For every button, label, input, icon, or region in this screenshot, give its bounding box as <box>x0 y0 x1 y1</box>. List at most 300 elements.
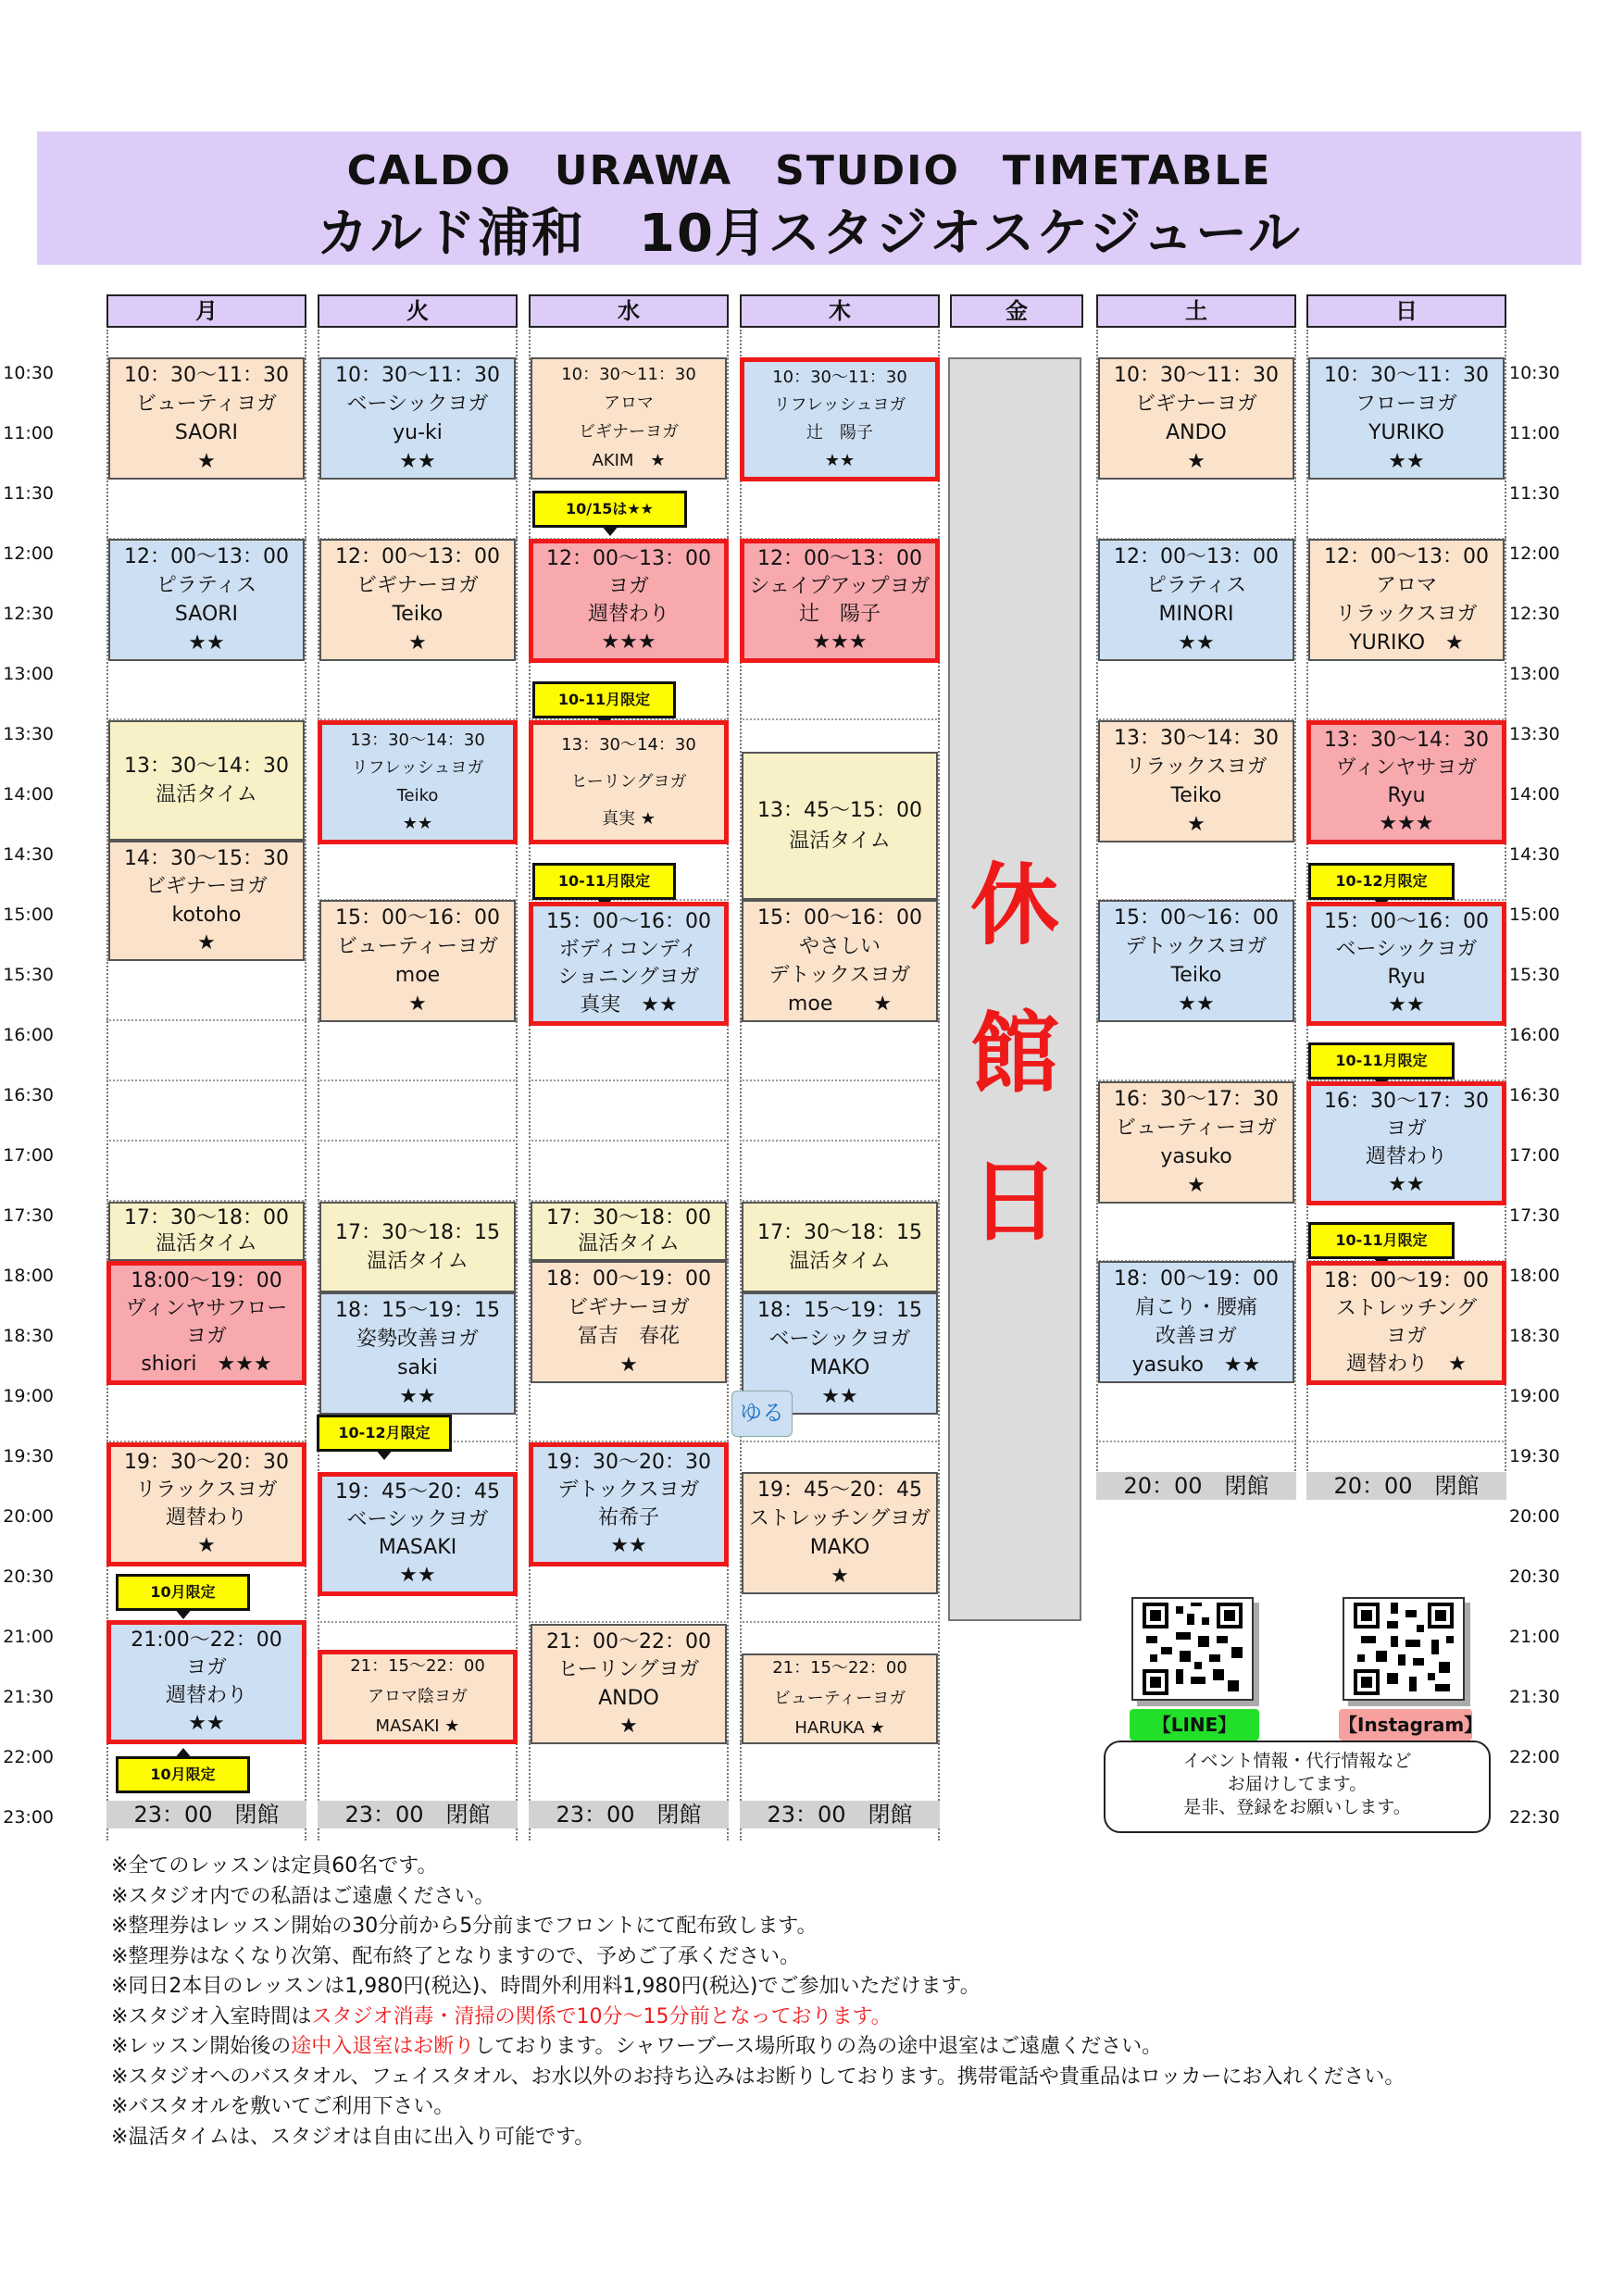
time-label: 19:00 <box>1509 1386 1560 1406</box>
time-label: 21:30 <box>1509 1687 1560 1707</box>
lesson-time: 16：30～17：30 <box>1114 1087 1279 1111</box>
lesson-name: ヴィンヤサフロー <box>125 1297 288 1321</box>
grid-line <box>740 718 940 720</box>
lesson-thu-1945[interactable] <box>742 1472 938 1594</box>
grid-line <box>529 1079 729 1081</box>
lesson-tue-1815[interactable] <box>319 1292 516 1415</box>
time-label: 14:00 <box>3 784 54 805</box>
lesson-teacher: MAKO <box>809 1535 870 1559</box>
grid-line <box>740 1621 940 1623</box>
note: ※バスタオルを敷いてご利用下さい。 <box>111 2095 455 2118</box>
lesson-teacher: 真実 ★★ <box>580 993 678 1017</box>
lesson-level: ★★★ <box>601 630 656 655</box>
lesson-time: 19：30～20：30 <box>124 1451 289 1475</box>
lesson-wed-1730[interactable] <box>531 1202 727 1261</box>
lesson-time: 13：30～14：30 <box>124 754 289 778</box>
line-label[interactable]: 【LINE】 <box>1130 1709 1259 1741</box>
lesson-name: ストレッチング <box>1335 1297 1478 1321</box>
lesson-name: ヨガ <box>185 1656 227 1680</box>
time-label: 15:30 <box>1509 965 1560 985</box>
lesson-mon-1930[interactable] <box>106 1442 306 1566</box>
day-header-fri: 金 <box>950 294 1083 328</box>
lesson-thu-2115[interactable] <box>742 1653 938 1744</box>
lesson-time: 16：30～17：30 <box>1324 1090 1489 1114</box>
lesson-level: ★ <box>197 931 216 955</box>
lesson-name: ベーシックヨガ <box>768 1327 911 1351</box>
lesson-teacher: Teiko <box>396 785 439 805</box>
lesson-name: 姿勢改善ヨガ <box>356 1327 479 1351</box>
note-text: ※スタジオ入室時間は <box>111 2004 312 2028</box>
time-label: 22:00 <box>1509 1747 1560 1767</box>
lesson-name: アロマ陰ヨガ <box>368 1686 468 1706</box>
note: ※温活タイムは、スタジオは自由に出入り可能です。 <box>111 2125 595 2149</box>
lesson-time: 17：30～18：00 <box>546 1206 711 1230</box>
note: ※全てのレッスンは定員60名です。 <box>111 1854 438 1878</box>
day-header-thu: 木 <box>740 294 940 328</box>
time-label: 13:00 <box>3 664 54 684</box>
lesson-time: 10：30～11：30 <box>772 367 907 387</box>
lesson-tue-1200[interactable] <box>319 539 516 661</box>
lesson-teacher: ANDO <box>598 1686 659 1710</box>
time-label: 12:00 <box>3 543 54 564</box>
grid-line <box>318 1621 518 1623</box>
day-header-tue: 火 <box>318 294 518 328</box>
day-header-sun: 日 <box>1306 294 1506 328</box>
grid-line <box>740 1441 940 1442</box>
lesson-name: ヨガ <box>1385 1325 1427 1349</box>
time-label: 18:00 <box>3 1266 54 1286</box>
lesson-name: 温活タイム <box>789 830 891 853</box>
lesson-thu-1730[interactable] <box>742 1202 938 1292</box>
time-label: 21:00 <box>1509 1627 1560 1647</box>
lesson-level: ★★ <box>1388 449 1425 473</box>
lesson-name: ストレッチングヨガ <box>748 1506 931 1530</box>
lesson-time: 19：45～20：45 <box>757 1478 922 1502</box>
lesson-time: 12：00～13：00 <box>546 547 711 571</box>
lesson-name: ヴィンヤサヨガ <box>1335 756 1478 780</box>
time-label: 15:00 <box>3 905 54 925</box>
lesson-time: 19：30～20：30 <box>546 1451 711 1475</box>
lesson-teacher: 辻 陽子 <box>798 603 881 627</box>
lesson-time: 10：30～11：30 <box>1324 363 1489 387</box>
lesson-tue-1030[interactable] <box>319 357 516 480</box>
lesson-time: 17：30～18：15 <box>335 1220 500 1244</box>
lesson-teacher: 週替わり <box>587 603 669 627</box>
lesson-level: ★★ <box>610 1534 647 1558</box>
lesson-time: 12：00～13：00 <box>1324 544 1489 568</box>
lesson-name: リラックスヨガ <box>1125 755 1268 779</box>
limited-tag: 10-11月限定 <box>532 863 676 900</box>
lesson-time: 14：30～15：30 <box>124 846 289 870</box>
lesson-name: ビギナーヨガ <box>144 875 268 899</box>
note <box>111 2032 1611 2063</box>
instagram-qr-code[interactable] <box>1343 1597 1465 1701</box>
yuru-badge: ゆる <box>731 1391 793 1437</box>
lesson-name: 肩こり・腰痛 <box>1134 1295 1257 1319</box>
time-label: 10:30 <box>1509 363 1560 383</box>
grid-line <box>529 1621 729 1623</box>
time-label: 15:30 <box>3 965 54 985</box>
lesson-wed-1200[interactable] <box>529 539 729 663</box>
time-label: 23:00 <box>3 1807 54 1828</box>
lesson-name: ビューティヨガ <box>135 392 278 416</box>
grid-line <box>740 1140 940 1142</box>
lesson-level: ★★ <box>824 450 856 470</box>
lesson-name: 温活タイム <box>156 1232 257 1256</box>
time-label: 11:00 <box>3 423 54 443</box>
lesson-time: 13：30～14：30 <box>1114 726 1279 750</box>
lesson-name: ビギナーヨガ <box>356 573 479 597</box>
lesson-thu-1200[interactable] <box>740 539 940 663</box>
day-header-mon: 月 <box>106 294 306 328</box>
lesson-time: 13：30～14：30 <box>350 730 485 750</box>
lesson-teacher: Ryu <box>1387 966 1426 990</box>
header-banner <box>37 131 1581 265</box>
lesson-teacher: SAORI <box>174 420 239 444</box>
lesson-teacher: ANDO <box>1166 420 1227 444</box>
note: ※スタジオ内での私語はご遠慮ください。 <box>111 1884 495 1908</box>
lesson-teacher: Teiko <box>1170 783 1222 807</box>
limited-tag: 10月限定 <box>116 1574 250 1611</box>
title-ja: カルド浦和 10月スタジオスケジュール <box>316 204 1302 264</box>
lesson-name: リフレッシュヨガ <box>351 757 484 778</box>
lesson-name: ビギナーヨガ <box>1134 392 1257 416</box>
friday-closed-panel <box>948 357 1081 1621</box>
lesson-name: アロマ <box>604 393 654 414</box>
time-label: 16:00 <box>3 1025 54 1045</box>
lesson-name: アロマ <box>1375 573 1437 597</box>
limited-tag: 10-12月限定 <box>317 1415 452 1452</box>
lesson-name: ヨガ <box>607 575 649 599</box>
lesson-name: ヨガ <box>185 1325 227 1349</box>
lesson-tue-1500[interactable] <box>319 900 516 1022</box>
lesson-mon-1200[interactable] <box>108 539 305 661</box>
lesson-time: 10：30～11：30 <box>561 365 696 385</box>
lesson-teacher: 週替わり <box>1365 1145 1447 1169</box>
lesson-level: AKIM ★ <box>592 451 666 471</box>
lesson-level: ★ <box>619 1353 638 1377</box>
lesson-name: フローヨガ <box>1355 392 1457 416</box>
lesson-time: 19：45～20：45 <box>335 1480 500 1504</box>
lesson-name: 温活タイム <box>156 783 257 806</box>
grid-line <box>106 1140 306 1142</box>
lesson-sat-1200[interactable] <box>1098 539 1294 661</box>
lesson-teacher: MASAKI ★ <box>375 1716 460 1737</box>
lesson-name: やさしい <box>798 934 881 958</box>
lesson-name: デトックスヨガ <box>768 963 911 987</box>
instagram-label[interactable]: 【Instagram】 <box>1339 1709 1472 1741</box>
lesson-time: 18：00～19：00 <box>1114 1267 1279 1291</box>
lesson-level: ★ <box>197 449 216 473</box>
info-line: お届けしてます。 <box>1227 1774 1368 1794</box>
lesson-level: ★★★ <box>812 630 868 655</box>
title-en: CALDO URAWA STUDIO TIMETABLE <box>346 147 1272 194</box>
time-label: 14:30 <box>1509 844 1560 865</box>
lesson-thu-1345[interactable] <box>742 752 938 900</box>
lesson-time: 15：00～16：00 <box>546 910 711 934</box>
lesson-name: ベーシックヨガ <box>1335 938 1478 962</box>
lesson-name: リラックスヨガ <box>135 1479 278 1503</box>
lesson-wed-1930[interactable] <box>529 1442 729 1566</box>
closing-bar-wed: 23：00 閉館 <box>529 1801 729 1828</box>
closing-bar-sun: 20：00 閉館 <box>1306 1472 1506 1500</box>
note: ※スタジオへのバスタオル、フェイスタオル、お水以外のお持ち込みはお断りしております。携帯電話や貴重品はロッカーにお入れください。 <box>111 2065 1405 2089</box>
closing-bar-mon: 23：00 閉館 <box>106 1801 306 1828</box>
lesson-name: シェイプアップヨガ <box>749 575 931 599</box>
limited-tag: 10/15は★★ <box>532 491 687 528</box>
lesson-time: 13：30～14：30 <box>561 734 696 755</box>
lesson-thu-1030[interactable] <box>740 357 940 481</box>
lesson-teacher: 冨吉 春花 <box>577 1324 680 1348</box>
lesson-time: 12：00～13：00 <box>124 544 289 568</box>
grid-line <box>106 1079 306 1081</box>
lesson-sat-1030[interactable] <box>1098 357 1294 480</box>
lesson-level: ★★ <box>402 813 433 833</box>
lesson-teacher: Ryu <box>1387 784 1426 808</box>
lesson-tue-1945[interactable] <box>318 1472 518 1596</box>
info-line: 是非、登録をお願いします。 <box>1183 1797 1411 1817</box>
time-label: 18:30 <box>3 1326 54 1346</box>
note-highlight: 10分～15分前となっております。 <box>576 2004 892 2028</box>
lesson-sun-1800[interactable] <box>1306 1261 1506 1385</box>
lesson-mon-1430[interactable] <box>108 841 305 961</box>
lesson-teacher: MAKO <box>809 1355 870 1379</box>
lesson-name: 温活タイム <box>367 1250 468 1273</box>
grid-line <box>529 1140 729 1142</box>
time-label: 11:00 <box>1509 423 1560 443</box>
lesson-teacher: shiori ★★★ <box>141 1353 272 1377</box>
time-label: 21:00 <box>3 1627 54 1647</box>
lesson-name: ピラティス <box>156 573 257 597</box>
lesson-teacher: MASAKI <box>378 1536 457 1560</box>
line-qr-code[interactable] <box>1131 1597 1254 1701</box>
lesson-sun-1500[interactable] <box>1306 902 1506 1026</box>
note <box>111 2003 1611 2033</box>
lesson-teacher: moe ★ <box>787 992 893 1016</box>
time-label: 13:00 <box>1509 664 1560 684</box>
time-label: 19:30 <box>1509 1446 1560 1466</box>
lesson-level: YURIKO ★ <box>1349 630 1464 655</box>
closing-bar-sat: 20：00 閉館 <box>1096 1472 1296 1500</box>
lesson-teacher: 辻 陽子 <box>806 422 873 443</box>
lesson-name: ヒーリングヨガ <box>557 1658 700 1682</box>
lesson-tue-1730[interactable] <box>319 1202 516 1292</box>
lesson-level: ★★ <box>399 1384 436 1408</box>
lesson-level: ★★ <box>1178 630 1215 655</box>
time-label: 13:30 <box>3 724 54 744</box>
lesson-time: 21：15～22：00 <box>772 1657 907 1678</box>
lesson-level: ★★ <box>1178 992 1215 1016</box>
lesson-wed-1800[interactable] <box>531 1261 727 1383</box>
time-label: 20:30 <box>3 1566 54 1587</box>
time-label: 20:30 <box>1509 1566 1560 1587</box>
limited-tag: 10-11月限定 <box>1308 1222 1455 1259</box>
lesson-time: 18:00～19：00 <box>131 1269 282 1293</box>
lesson-level: ★★★ <box>1379 812 1434 836</box>
lesson-wed-2100[interactable] <box>531 1624 727 1744</box>
lesson-time: 18：00～19：00 <box>1324 1269 1489 1293</box>
lesson-level: ★ <box>1187 1173 1206 1197</box>
lesson-time: 18：00～19：00 <box>546 1267 711 1291</box>
time-label: 18:30 <box>1509 1326 1560 1346</box>
lesson-name: ビギナーヨガ <box>567 1295 690 1319</box>
closed-char: 休 <box>970 854 1059 957</box>
time-label: 19:30 <box>3 1446 54 1466</box>
lesson-name: リフレッシュヨガ <box>773 394 906 415</box>
time-label: 12:30 <box>1509 604 1560 624</box>
lesson-level: ★ <box>831 1564 849 1588</box>
time-label: 11:30 <box>1509 483 1560 504</box>
lesson-tue-2115[interactable] <box>318 1650 518 1744</box>
time-label: 10:30 <box>3 363 54 383</box>
lesson-teacher: 祐希子 <box>597 1506 659 1530</box>
lesson-teacher: 週替わり <box>165 1506 247 1530</box>
lesson-level: ★★ <box>821 1384 858 1408</box>
lesson-level: ★ <box>1187 812 1206 836</box>
lesson-level: ★★ <box>1388 1173 1425 1197</box>
lesson-wed-1330[interactable] <box>529 720 729 844</box>
time-label: 12:00 <box>1509 543 1560 564</box>
time-label: 20:00 <box>1509 1506 1560 1527</box>
lesson-teacher: Teiko <box>392 602 443 626</box>
time-label: 16:30 <box>1509 1085 1560 1105</box>
limited-tag: 10-12月限定 <box>1308 863 1455 900</box>
lesson-time: 18：15～19：15 <box>757 1298 922 1322</box>
lesson-name: ピラティス <box>1145 573 1247 597</box>
lesson-teacher: SAORI <box>174 602 239 626</box>
lesson-time: 21：15～22：00 <box>350 1655 485 1676</box>
grid-line <box>318 1140 518 1142</box>
lesson-teacher: 週替わり ★ <box>1346 1353 1467 1377</box>
note: ※同日2本目のレッスンは1,980円(税込)、時間外利用料1,980円(税込)でご参加いただけます。 <box>111 1975 981 1998</box>
lesson-level: ★ <box>408 992 427 1016</box>
lesson-time: 10：30～11：30 <box>1114 363 1279 387</box>
lesson-level: ★★ <box>399 1564 436 1588</box>
lesson-sat-1330[interactable] <box>1098 720 1294 842</box>
day-header-sat: 土 <box>1096 294 1296 328</box>
lesson-time: 10：30～11：30 <box>335 363 500 387</box>
lesson-name: ビューティーヨガ <box>773 1688 906 1708</box>
closed-char: 館 <box>970 1002 1059 1105</box>
lesson-tue-1330[interactable] <box>318 720 518 844</box>
lesson-teacher: 週替わり <box>165 1684 247 1708</box>
lesson-time: 17：30～18：00 <box>124 1206 289 1230</box>
lesson-sun-1330[interactable] <box>1306 720 1506 844</box>
lesson-name: ショニングヨガ <box>557 966 700 990</box>
note-text: ※レッスン開始後の <box>111 2035 292 2058</box>
note: ※整理券はレッスン開始の30分前から5分前までフロントにて配布致します。 <box>111 1915 818 1938</box>
lesson-sat-1630[interactable] <box>1098 1081 1294 1204</box>
lesson-time: 15：00～16：00 <box>1114 905 1279 930</box>
lesson-teacher: MINORI <box>1158 602 1234 626</box>
lesson-time: 17：30～18：15 <box>757 1220 922 1244</box>
closing-bar-thu: 23：00 閉館 <box>740 1801 940 1828</box>
lesson-wed-1030[interactable] <box>531 357 727 480</box>
lesson-sun-1630[interactable] <box>1306 1081 1506 1205</box>
lesson-mon-2100[interactable] <box>106 1620 306 1744</box>
note-text: しております。シャワーブース場所取りの為の途中退室はご遠慮ください。 <box>474 2035 1163 2058</box>
time-label: 17:00 <box>3 1145 54 1166</box>
lesson-name: 改善ヨガ <box>1155 1324 1237 1348</box>
lesson-teacher: リラックスヨガ <box>1335 602 1478 626</box>
note-highlight: スタジオ消毒・清掃の関係で <box>311 2004 577 2028</box>
grid-line <box>106 1019 306 1021</box>
lesson-wed-1500[interactable] <box>529 902 729 1026</box>
lesson-name: デトックスヨガ <box>557 1479 700 1503</box>
lesson-mon-1800[interactable] <box>106 1261 306 1385</box>
time-label: 17:00 <box>1509 1145 1560 1166</box>
day-header-wed: 水 <box>529 294 729 328</box>
lesson-name: ヒーリングヨガ <box>570 771 687 792</box>
lesson-teacher: yu-ki <box>393 420 443 444</box>
lesson-level: ★ <box>197 1534 216 1558</box>
lesson-teacher: ビギナーヨガ <box>579 422 679 443</box>
grid-line <box>1096 1441 1296 1442</box>
lesson-time: 13：30～14：30 <box>1324 729 1489 753</box>
lesson-name: 温活タイム <box>789 1250 891 1273</box>
time-label: 19:00 <box>3 1386 54 1406</box>
lesson-name: ヨガ <box>1385 1117 1427 1142</box>
closed-char: 日 <box>970 1150 1059 1254</box>
lesson-mon-1330[interactable] <box>108 720 305 841</box>
lesson-level: ★ <box>1187 449 1206 473</box>
info-line: イベント情報・代行情報など <box>1182 1751 1412 1771</box>
time-label: 11:30 <box>3 483 54 504</box>
info-box <box>1104 1741 1491 1833</box>
lesson-level: ★ <box>408 630 427 655</box>
closing-bar-tue: 23：00 閉館 <box>318 1801 518 1828</box>
lesson-level: ★ <box>619 1715 638 1739</box>
time-label: 22:30 <box>1509 1807 1560 1828</box>
lesson-sat-1800[interactable] <box>1098 1261 1294 1383</box>
time-label: 14:30 <box>3 844 54 865</box>
time-label: 16:30 <box>3 1085 54 1105</box>
time-label: 12:30 <box>3 604 54 624</box>
note: ※整理券はなくなり次第、配布終了となりますので、予めご了承ください。 <box>111 1944 800 1968</box>
time-label: 21:30 <box>3 1687 54 1707</box>
lesson-time: 21:00～22：00 <box>131 1628 282 1653</box>
lesson-name: ビューティーヨガ <box>1115 1116 1278 1140</box>
lesson-time: 15：00～16：00 <box>335 905 500 930</box>
lesson-time: 12：00～13：00 <box>335 544 500 568</box>
lesson-sun-1030[interactable] <box>1308 357 1505 480</box>
time-label: 22:00 <box>3 1747 54 1767</box>
lesson-level: ★★ <box>188 1712 225 1736</box>
lesson-name: ボディコンディ <box>558 938 699 962</box>
lesson-teacher: yasuko ★★ <box>1131 1353 1261 1377</box>
lesson-teacher: Teiko <box>1170 963 1222 987</box>
lesson-teacher: HARUKA ★ <box>794 1718 885 1739</box>
lesson-mon-1730[interactable] <box>108 1202 305 1261</box>
lesson-level: ★★ <box>188 630 225 655</box>
lesson-time: 12：00～13：00 <box>757 547 922 571</box>
lesson-level: ★★ <box>399 449 436 473</box>
lesson-teacher: saki <box>397 1355 438 1379</box>
lesson-sun-1200[interactable] <box>1308 539 1505 661</box>
note-highlight: 途中入退室はお断り <box>291 2035 475 2058</box>
grid-line <box>1306 1441 1506 1442</box>
time-label: 18:00 <box>1509 1266 1560 1286</box>
lesson-thu-1500[interactable] <box>742 900 938 1022</box>
time-label: 14:00 <box>1509 784 1560 805</box>
limited-tag: 10-11月限定 <box>532 681 676 718</box>
lesson-time: 10：30～11：30 <box>124 363 289 387</box>
time-label: 17:30 <box>3 1205 54 1226</box>
lesson-level: ★★ <box>1388 993 1425 1017</box>
lesson-name: デトックスヨガ <box>1125 934 1268 958</box>
lesson-sat-1500[interactable] <box>1098 900 1294 1022</box>
lesson-mon-1030[interactable] <box>108 357 305 480</box>
